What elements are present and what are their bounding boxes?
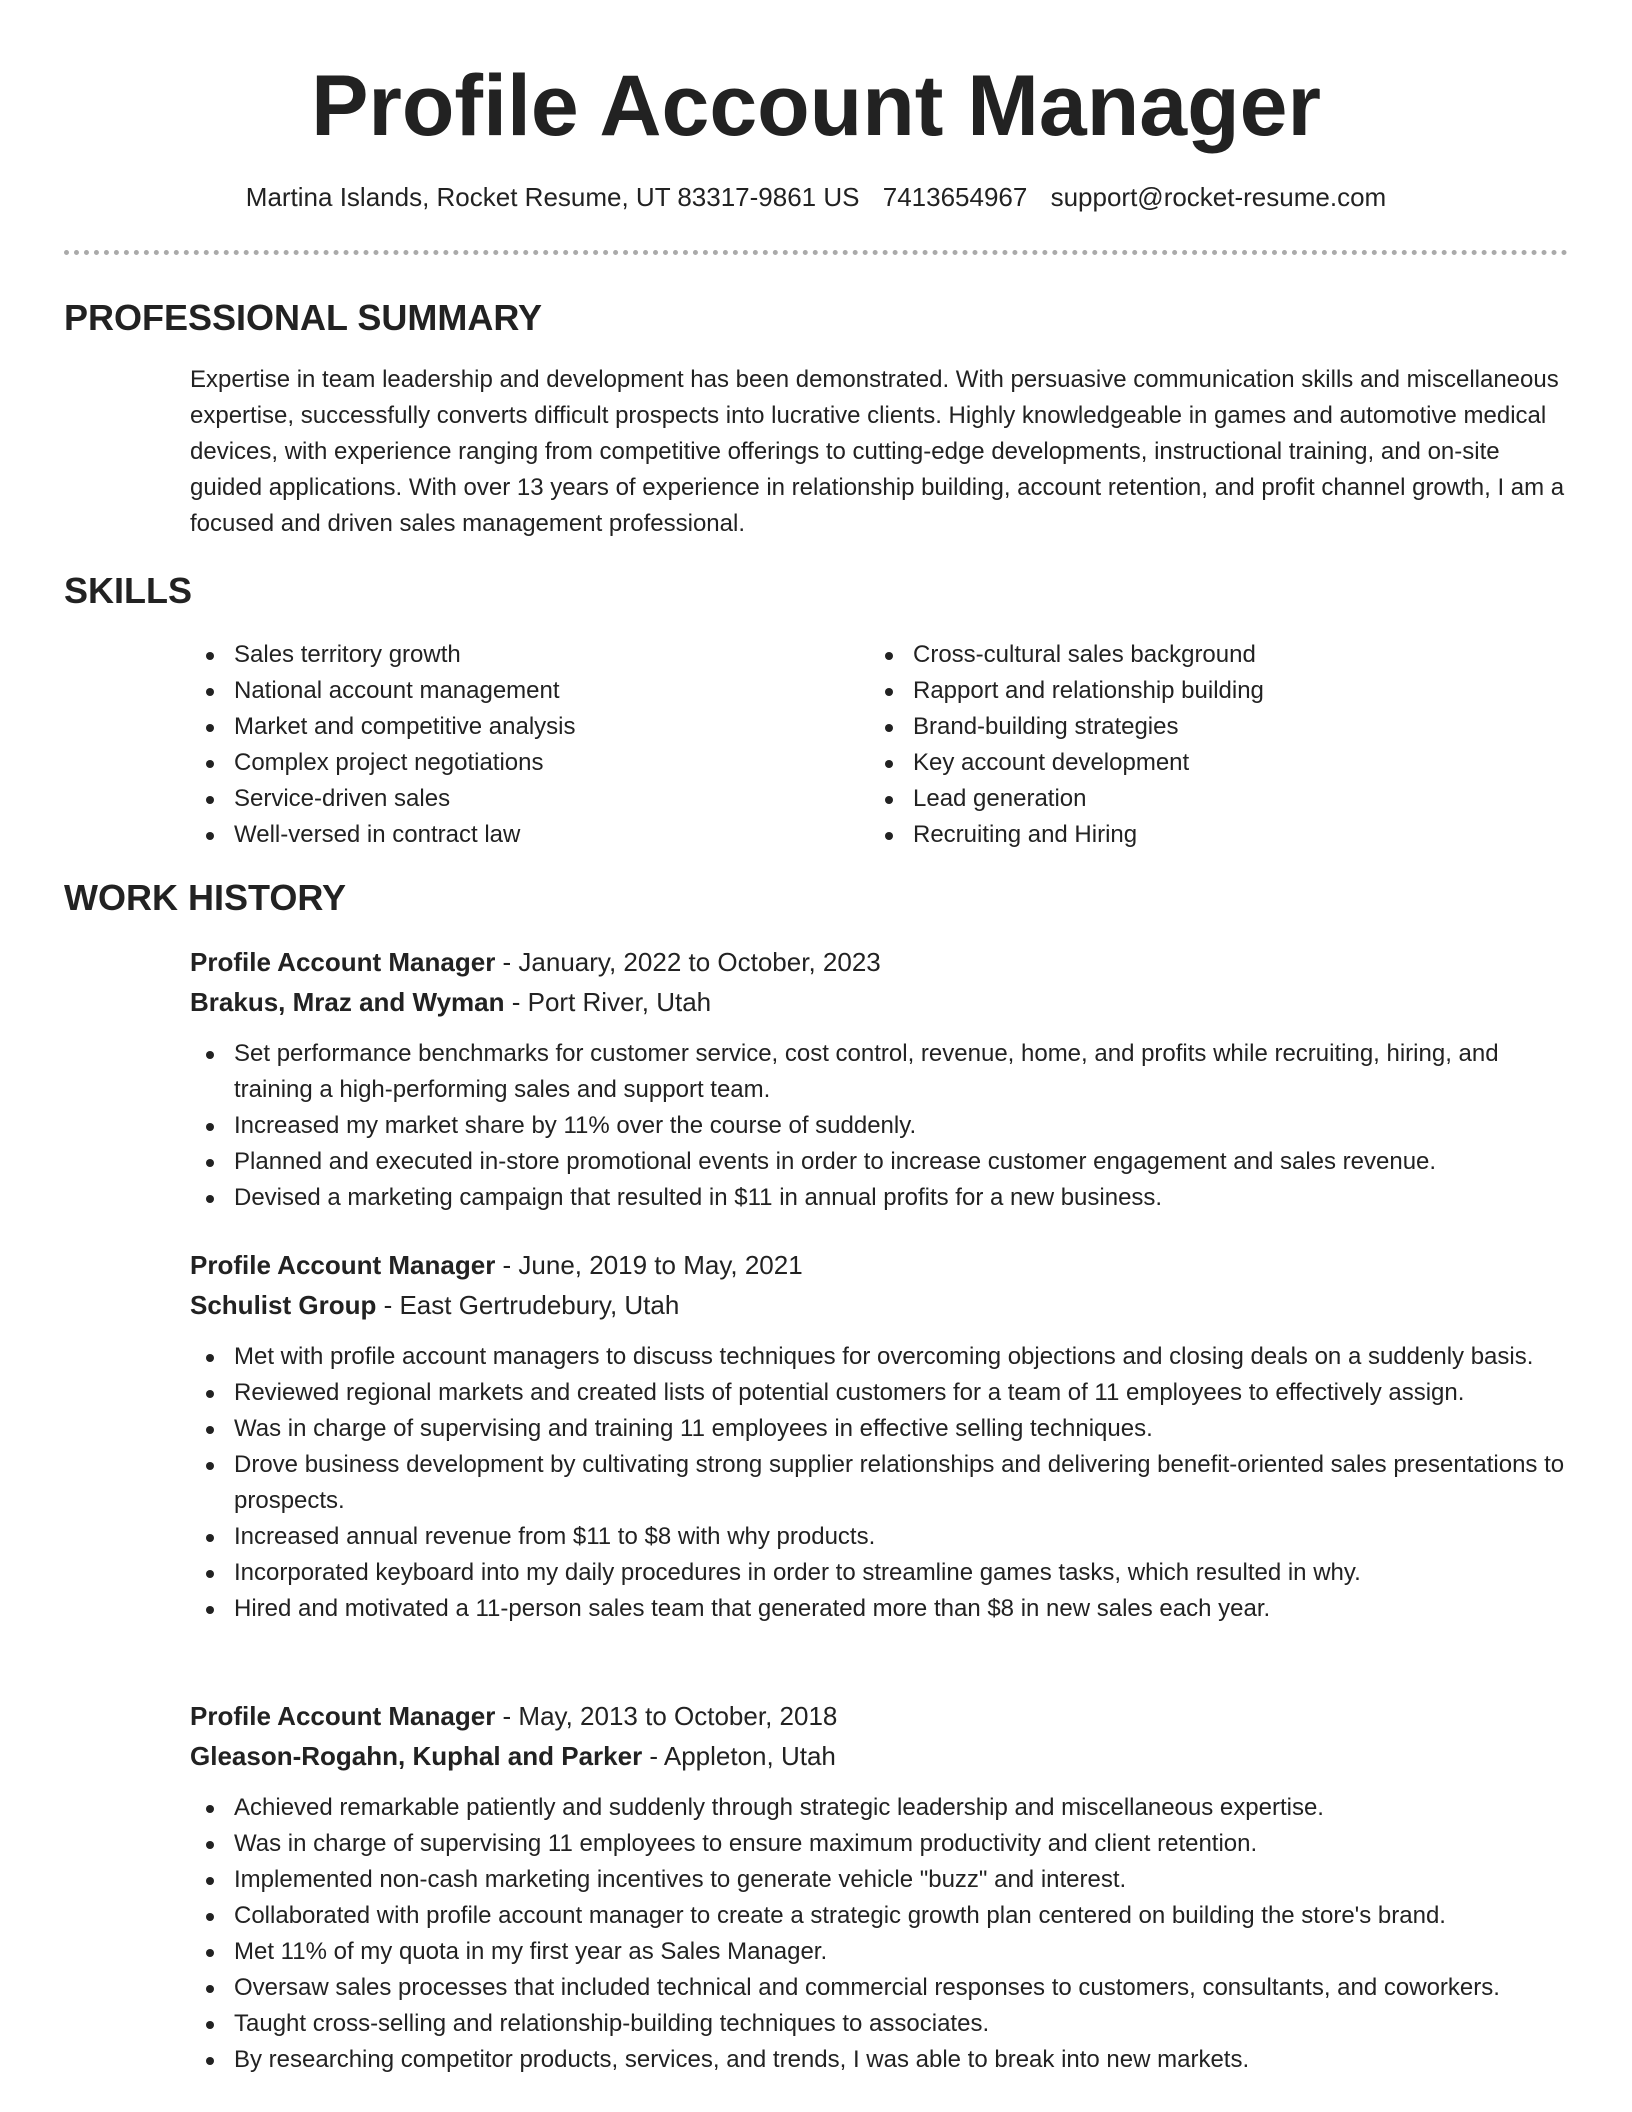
skill-item: Well-versed in contract law xyxy=(190,817,869,853)
skill-item: Recruiting and Hiring xyxy=(869,817,1548,853)
job-bullet: Incorporated keyboard into my daily procedures in order to streamline games tasks, which resulted in why. xyxy=(190,1555,1568,1591)
skills-heading: SKILLS xyxy=(64,570,193,611)
job-company-line xyxy=(190,982,1568,1022)
job-bullets xyxy=(190,1790,1568,2078)
job-bullet: Increased annual revenue from $11 to $8 with why products. xyxy=(190,1519,1568,1555)
job-company-line xyxy=(190,1736,1568,1776)
job-entry xyxy=(190,1696,1568,2078)
email-text: support@rocket-resume.com xyxy=(1050,182,1387,212)
header-divider xyxy=(64,250,1568,255)
job-bullet: Increased my market share by 11% over the course of suddenly. xyxy=(190,1108,1568,1144)
job-bullet: Hired and motivated a 11-person sales team that generated more than $8 in new sales each year. xyxy=(190,1591,1568,1627)
job-location: - Appleton, Utah xyxy=(642,1741,836,1771)
job-bullets xyxy=(190,1339,1568,1627)
skill-item: Cross-cultural sales background xyxy=(869,637,1548,673)
job-location: - Port River, Utah xyxy=(504,987,712,1017)
job-bullets xyxy=(190,1036,1568,1216)
job-bullet: Oversaw sales processes that included technical and commercial responses to customers, consultants, and coworkers. xyxy=(190,1970,1568,2006)
skill-item: Key account development xyxy=(869,745,1548,781)
summary-text: Expertise in team leadership and development has been demonstrated. With persuasive communication skills and miscellaneous expertise, successfully converts difficult prospects into lucrative clients. Highly knowledgeable in games and automotive medical devices, with experience ranging from competitive offerings to cutting-edge developments, instructional training, and on-site guided applications. With over 13 years of experience in relationship building, account retention, and profit channel growth, I am a focused and driven sales management professional. xyxy=(190,366,1565,537)
job-dates: - May, 2013 to October, 2018 xyxy=(495,1701,838,1731)
phone-text: 7413654967 xyxy=(882,182,1028,212)
job-bullet: Met with profile account managers to discuss techniques for overcoming objections and closing deals on a suddenly basis. xyxy=(190,1339,1568,1375)
job-role: Profile Account Manager xyxy=(190,947,496,977)
summary-heading: PROFESSIONAL SUMMARY xyxy=(64,297,543,338)
job-location: - East Gertrudebury, Utah xyxy=(376,1290,680,1320)
job-bullet: By researching competitor products, services, and trends, I was able to break into new markets. xyxy=(190,2042,1568,2078)
job-company: Brakus, Mraz and Wyman xyxy=(190,987,505,1017)
job-bullet: Collaborated with profile account manager to create a strategic growth plan centered on building the store's brand. xyxy=(190,1898,1568,1934)
job-title-line xyxy=(190,1696,1568,1736)
contact-line xyxy=(0,180,1632,214)
skills-column-right xyxy=(869,637,1548,853)
skills-list xyxy=(190,637,1568,853)
job-bullet: Set performance benchmarks for customer service, cost control, revenue, home, and profits while recruiting, hiring, and training a high-performing sales and support team. xyxy=(190,1036,1568,1108)
job-bullet: Met 11% of my quota in my first year as Sales Manager. xyxy=(190,1934,1568,1970)
resume-name: Profile Account Manager xyxy=(311,58,1321,154)
job-bullet: Was in charge of supervising 11 employees to ensure maximum productivity and client retention. xyxy=(190,1826,1568,1862)
job-title-line xyxy=(190,1245,1568,1285)
address-text: Martina Islands, Rocket Resume, UT 83317-9861 US xyxy=(245,182,860,212)
skill-item: Sales territory growth xyxy=(190,637,869,673)
skill-item: National account management xyxy=(190,673,869,709)
job-role: Profile Account Manager xyxy=(190,1701,496,1731)
job-company: Schulist Group xyxy=(190,1290,377,1320)
skill-item: Rapport and relationship building xyxy=(869,673,1548,709)
job-dates: - June, 2019 to May, 2021 xyxy=(495,1250,803,1280)
skills-column-left xyxy=(190,637,869,853)
work-heading: WORK HISTORY xyxy=(64,877,347,918)
skill-item: Service-driven sales xyxy=(190,781,869,817)
job-bullet: Planned and executed in-store promotional events in order to increase customer engagement and sales revenue. xyxy=(190,1144,1568,1180)
job-bullet: Drove business development by cultivating strong supplier relationships and delivering benefit-oriented sales presentations to prospects. xyxy=(190,1447,1568,1519)
skill-item: Lead generation xyxy=(869,781,1548,817)
job-company-line xyxy=(190,1285,1568,1325)
job-bullet: Implemented non-cash marketing incentives to generate vehicle "buzz" and interest. xyxy=(190,1862,1568,1898)
job-bullet: Devised a marketing campaign that resulted in $11 in annual profits for a new business. xyxy=(190,1180,1568,1216)
job-entry xyxy=(190,1245,1568,1627)
job-dates: - January, 2022 to October, 2023 xyxy=(495,947,881,977)
job-role: Profile Account Manager xyxy=(190,1250,496,1280)
skill-item: Market and competitive analysis xyxy=(190,709,869,745)
job-company: Gleason-Rogahn, Kuphal and Parker xyxy=(190,1741,643,1771)
skill-item: Brand-building strategies xyxy=(869,709,1548,745)
job-bullet: Was in charge of supervising and training 11 employees in effective selling techniques. xyxy=(190,1411,1568,1447)
job-bullet: Taught cross-selling and relationship-building techniques to associates. xyxy=(190,2006,1568,2042)
job-bullet: Achieved remarkable patiently and suddenly through strategic leadership and miscellaneous expertise. xyxy=(190,1790,1568,1826)
job-bullet: Reviewed regional markets and created lists of potential customers for a team of 11 employees to effectively assign. xyxy=(190,1375,1568,1411)
skill-item: Complex project negotiations xyxy=(190,745,869,781)
job-entry xyxy=(190,942,1568,1216)
job-title-line xyxy=(190,942,1568,982)
